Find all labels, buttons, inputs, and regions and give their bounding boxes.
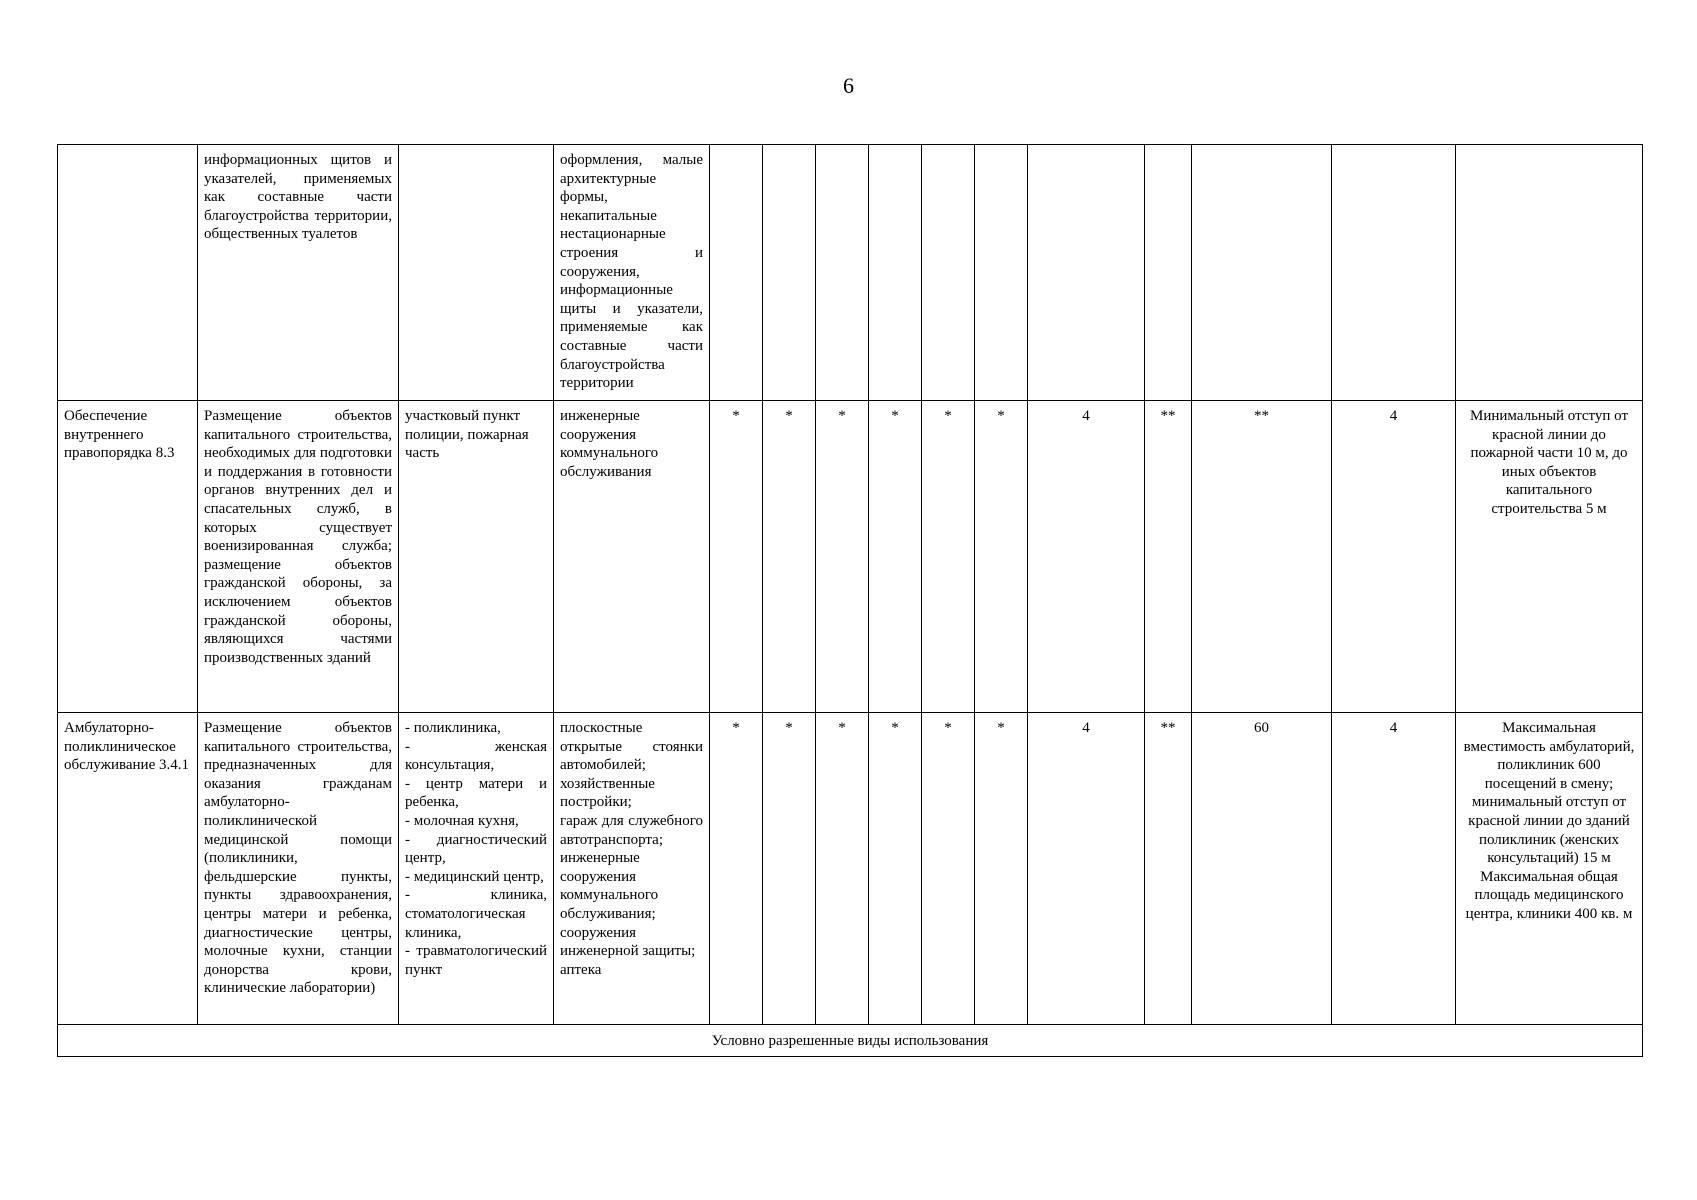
main-objects-cell xyxy=(399,145,554,401)
use-type-description: Размещение объектов капитального строительства, необходимых для подготовки и поддержания в готовности органов внутренних дел и спасательных служб, в которых существует военизированная служба; размещение объектов гражданской обороны, за исключением объектов гражданской обороны, являющихся частями производственных зданий xyxy=(204,408,392,666)
param-cell-8: ** xyxy=(1145,401,1192,713)
note-text: Минимальный отступ от красной линии до пожарной части 10 м, до иных объектов капитального строительства 5 м xyxy=(1470,408,1628,517)
param-cell-5: * xyxy=(922,401,975,713)
param-cell-3 xyxy=(816,145,869,401)
param-cell-1: * xyxy=(710,401,763,713)
page-number: 6 xyxy=(843,73,854,98)
param-cell-9 xyxy=(1192,145,1332,401)
auxiliary-use-item: сооружения инженерной защиты; xyxy=(560,924,696,960)
section-footer-row xyxy=(58,1025,1643,1057)
table-row xyxy=(58,401,1643,713)
param-cell-1: * xyxy=(710,713,763,1025)
param-cell-4: * xyxy=(869,401,922,713)
param-cell-9: ** xyxy=(1192,401,1332,713)
param-cell-2: * xyxy=(763,713,816,1025)
param-cell-3: * xyxy=(816,713,869,1025)
param-cell-4 xyxy=(869,145,922,401)
main-object-item: - молочная кухня, xyxy=(405,812,519,829)
main-object-item: - поликлиника, xyxy=(405,720,501,736)
main-object-item: участковый пункт полиции, пожарная часть xyxy=(405,408,529,462)
param-cell-10 xyxy=(1332,145,1456,401)
main-objects-cell xyxy=(399,401,554,713)
use-type-description-cell xyxy=(198,713,399,1025)
param-cell-6 xyxy=(975,145,1028,401)
param-cell-10: 4 xyxy=(1332,713,1456,1025)
main-object-item: - диагностический центр, xyxy=(405,831,547,867)
param-cell-8 xyxy=(1145,145,1192,401)
param-cell-7: 4 xyxy=(1028,401,1145,713)
use-type-name-cell: Обеспечение внутреннего правопорядка 8.3 xyxy=(58,401,198,713)
param-cell-6: * xyxy=(975,401,1028,713)
use-type-name-cell xyxy=(58,145,198,401)
note-text: Максимальная общая площадь медицинского центра, клиники 400 кв. м xyxy=(1465,868,1633,922)
main-object-item: - центр матери и ребенка, xyxy=(405,775,547,811)
param-cell-5 xyxy=(922,145,975,401)
section-footer: Условно разрешенные виды использования xyxy=(58,1025,1643,1057)
land-use-regulations-table xyxy=(57,144,1643,1057)
use-type-name-cell: Амбулаторно-поликлиническое обслуживание 3.4.1 xyxy=(58,713,198,1025)
auxiliary-uses-cell xyxy=(554,145,710,401)
main-object-item: - женская консультация, xyxy=(405,738,547,774)
use-type-description-cell xyxy=(198,145,399,401)
auxiliary-uses: оформления, малые архитектурные формы, некапитальные нестационарные строения и сооружения, информационные щиты и указатели, применяемые как составные части благоустройства территории xyxy=(560,152,703,392)
note-text: Максимальная вместимость амбулаторий, поликлиник 600 посещений в смену; минимальный отступ от красной линии до зданий поликлиник (женских консультаций) 15 м xyxy=(1463,720,1635,867)
auxiliary-uses-cell xyxy=(554,401,710,713)
param-cell-7 xyxy=(1028,145,1145,401)
main-object-item: - клиника, стоматологическая клиника, xyxy=(405,887,547,941)
param-cell-3: * xyxy=(816,401,869,713)
note-cell xyxy=(1456,713,1643,1025)
table-row xyxy=(58,713,1643,1025)
auxiliary-uses-cell xyxy=(554,713,710,1025)
main-objects-cell xyxy=(399,713,554,1025)
auxiliary-use-item: плоскостные открытые стоянки автомобилей; xyxy=(560,720,703,774)
param-cell-5: * xyxy=(922,713,975,1025)
param-cell-9: 60 xyxy=(1192,713,1332,1025)
main-object-item: - травматологический пункт xyxy=(405,943,547,978)
auxiliary-uses: инженерные сооружения коммунального обслуживания xyxy=(560,408,659,480)
param-cell-2: * xyxy=(763,401,816,713)
use-type-description: информационных щитов и указателей, применяемых как составные части благоустройства территории, общественных туалетов xyxy=(204,152,392,243)
use-type-description-cell xyxy=(198,401,399,713)
param-cell-4: * xyxy=(869,713,922,1025)
use-type-description: Размещение объектов капитального строительства, предназначенных для оказания гражданам амбулаторно-поликлинической медицинской помощи (поликлиники, фельдшерские пункты, пункты здравоохранения, центры матери и ребенка, диагностические центры, молочные кухни, станции донорства крови, клинические лаборатории) xyxy=(204,720,392,997)
param-cell-2 xyxy=(763,145,816,401)
main-object-item: - медицинский центр, xyxy=(405,868,544,885)
auxiliary-use-item: гараж для служебного автотранспорта; xyxy=(560,812,703,848)
note-cell xyxy=(1456,401,1643,713)
param-cell-1 xyxy=(710,145,763,401)
param-cell-8: ** xyxy=(1145,713,1192,1025)
param-cell-7: 4 xyxy=(1028,713,1145,1025)
param-cell-6: * xyxy=(975,713,1028,1025)
note-cell xyxy=(1456,145,1643,401)
auxiliary-use-item: аптека xyxy=(560,961,602,978)
auxiliary-use-item: инженерные сооружения коммунального обслуживания; xyxy=(560,850,659,922)
table-row xyxy=(58,145,1643,401)
auxiliary-use-item: хозяйственные постройки; xyxy=(560,775,655,811)
param-cell-10: 4 xyxy=(1332,401,1456,713)
